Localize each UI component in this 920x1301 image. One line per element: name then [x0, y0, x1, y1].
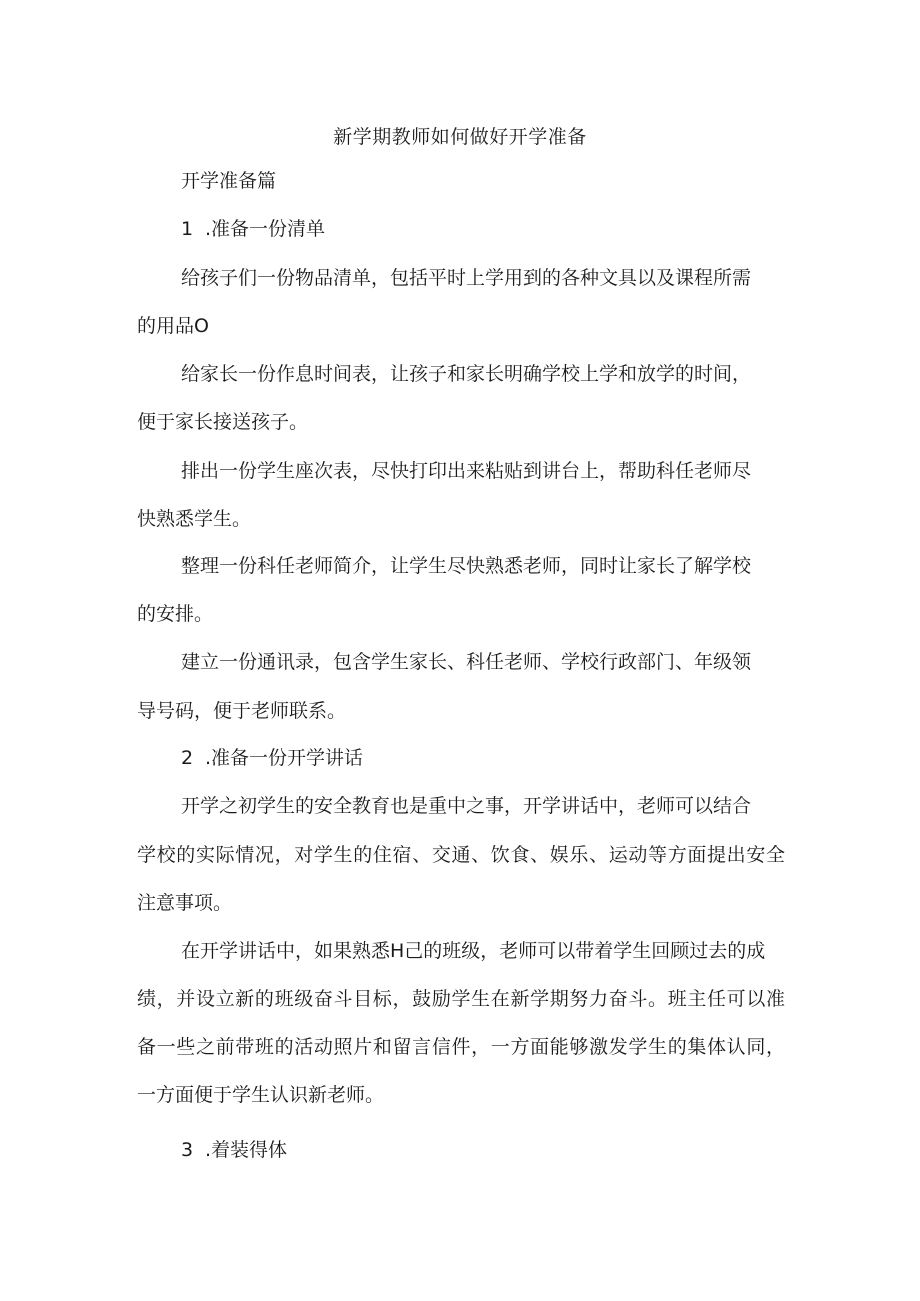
paragraph-7-line-2: 绩，并设立新的班级奋斗目标，鼓励学生在新学期努力奋斗。班主任可以准	[137, 988, 785, 1010]
paragraph-7-line-4: 一方面便于学生认识新老师。	[137, 1084, 385, 1106]
heading-2	[181, 743, 363, 773]
paragraph-7-line-1: 在开学讲话中，如果熟悉H己的班级，老师可以带着学生回顾过去的成	[181, 940, 766, 962]
heading-2-number: 2	[181, 747, 194, 769]
heading-1-number: 1	[181, 218, 194, 240]
paragraph-1-line-1: 给孩子们一份物品清单，包括平时上学用到的各种文具以及课程所需	[181, 267, 752, 289]
heading-1	[181, 214, 325, 244]
paragraph-4-line-2: 的安排。	[137, 603, 214, 625]
heading-3-number: 3	[181, 1139, 194, 1161]
paragraph-1-line-2: 的用品O	[137, 315, 209, 337]
paragraph-6-line-1: 开学之初学生的安全教育也是重中之事，开学讲话中，老师可以结合	[181, 795, 752, 817]
paragraph-5-line-1: 建立一份通讯录，包含学生家长、科任老师、学校行政部门、年级领	[181, 651, 752, 673]
paragraph-3-line-1: 排出一份学生座次表，尽快打印出来粘贴到讲台上，帮助科任老师尽	[181, 460, 752, 482]
paragraph-5-line-2: 导号码，便于老师联系。	[137, 700, 347, 722]
paragraph-4-line-1: 整理一份科任老师简介，让学生尽快熟悉老师，同时让家长了解学校	[181, 555, 752, 577]
heading-2-text: .准备一份开学讲话	[205, 747, 364, 769]
paragraph-6-line-2: 学校的实际情况，对学生的住宿、交通、饮食、娱乐、运动等方面提出安全	[137, 844, 785, 866]
section-heading: 开学准备篇	[181, 170, 277, 192]
paragraph-2-line-2: 便于家长接送孩子。	[137, 411, 309, 433]
paragraph-7-line-3: 备一些之前带班的活动照片和留言信件，一方面能够激发学生的集体认同，	[137, 1036, 785, 1058]
page-title: 新学期教师如何做好开学准备	[333, 126, 587, 148]
paragraph-6-line-3: 注意事项。	[137, 892, 233, 914]
paragraph-3-line-2: 快熟悉学生。	[137, 508, 252, 530]
paragraph-2-line-1: 给家长一份作息时间表，让孩子和家长明确学校上学和放学的时间，	[181, 363, 752, 385]
heading-3	[181, 1135, 287, 1165]
heading-3-text: .着装得体	[205, 1139, 288, 1161]
heading-1-text: .准备一份清单	[205, 218, 326, 240]
